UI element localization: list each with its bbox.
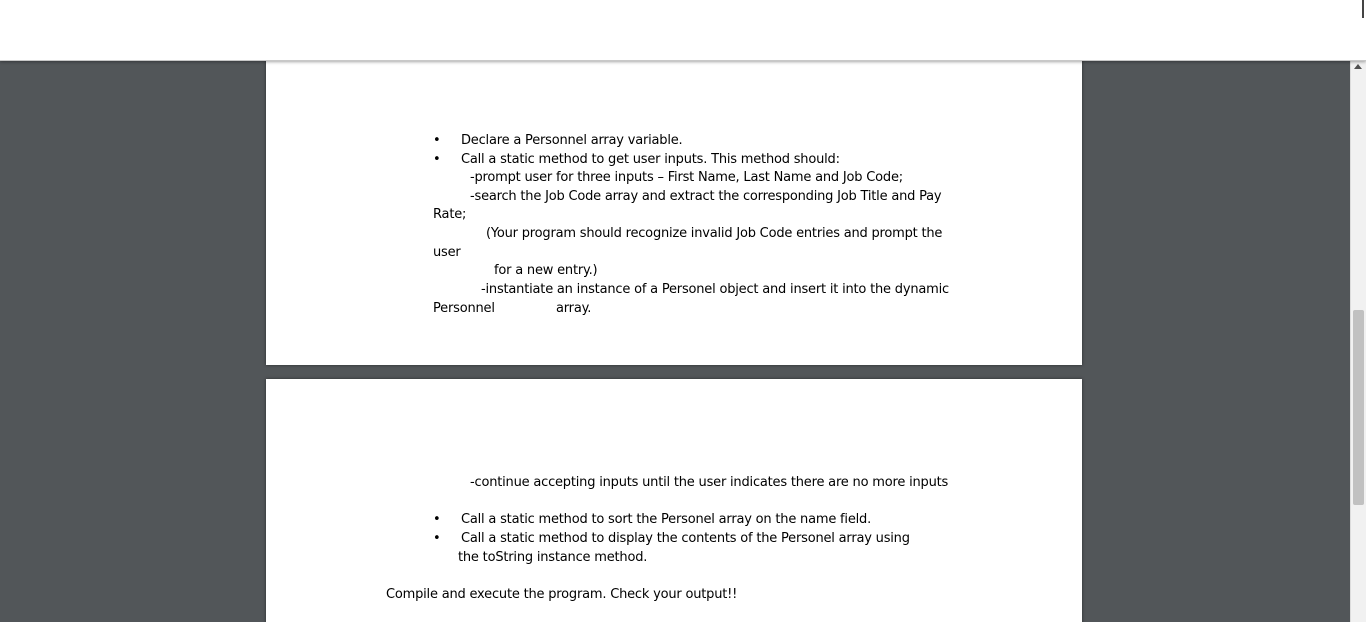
chevron-up-icon[interactable] <box>1354 64 1362 69</box>
text-line: for a new entry.) <box>494 263 598 278</box>
text-line: Declare a Personnel array variable. <box>461 133 683 148</box>
text-line: Call a static method to get user inputs. This method should: <box>461 152 840 167</box>
bullet-icon: • <box>433 133 441 148</box>
text-line: (Your program should recognize invalid Job Code entries and prompt the <box>486 226 943 241</box>
scrollbar-thumb[interactable] <box>1353 310 1364 505</box>
text-line: the toString instance method. <box>458 550 648 565</box>
text-line: Compile and execute the program. Check your output!! <box>386 587 738 602</box>
document-viewer[interactable] <box>0 60 1350 622</box>
text-line: -prompt user for three inputs – First Name, Last Name and Job Code; <box>470 170 903 185</box>
bullet-icon: • <box>433 531 441 546</box>
text-line: array. <box>556 301 592 316</box>
bullet-icon: • <box>433 512 441 527</box>
text-line: Personnel <box>433 301 495 316</box>
text-line: -continue accepting inputs until the user indicates there are no more inputs <box>470 475 949 490</box>
toolbar-edge <box>1362 0 1364 18</box>
pdf-page-1 <box>266 60 1082 365</box>
viewer-toolbar <box>0 0 1366 61</box>
text-line: Call a static method to display the contents of the Personel array using <box>461 531 910 546</box>
text-line: Call a static method to sort the Personel array on the name field. <box>461 512 872 527</box>
text-line: Rate; <box>433 207 467 222</box>
pdf-page-2 <box>266 379 1082 622</box>
text-line: user <box>433 245 461 260</box>
text-line: -instantiate an instance of a Personel object and insert it into the dynamic <box>481 282 949 297</box>
text-line: -search the Job Code array and extract the corresponding Job Title and Pay <box>470 189 942 204</box>
vertical-scrollbar[interactable] <box>1350 60 1366 622</box>
bullet-icon: • <box>433 152 441 167</box>
